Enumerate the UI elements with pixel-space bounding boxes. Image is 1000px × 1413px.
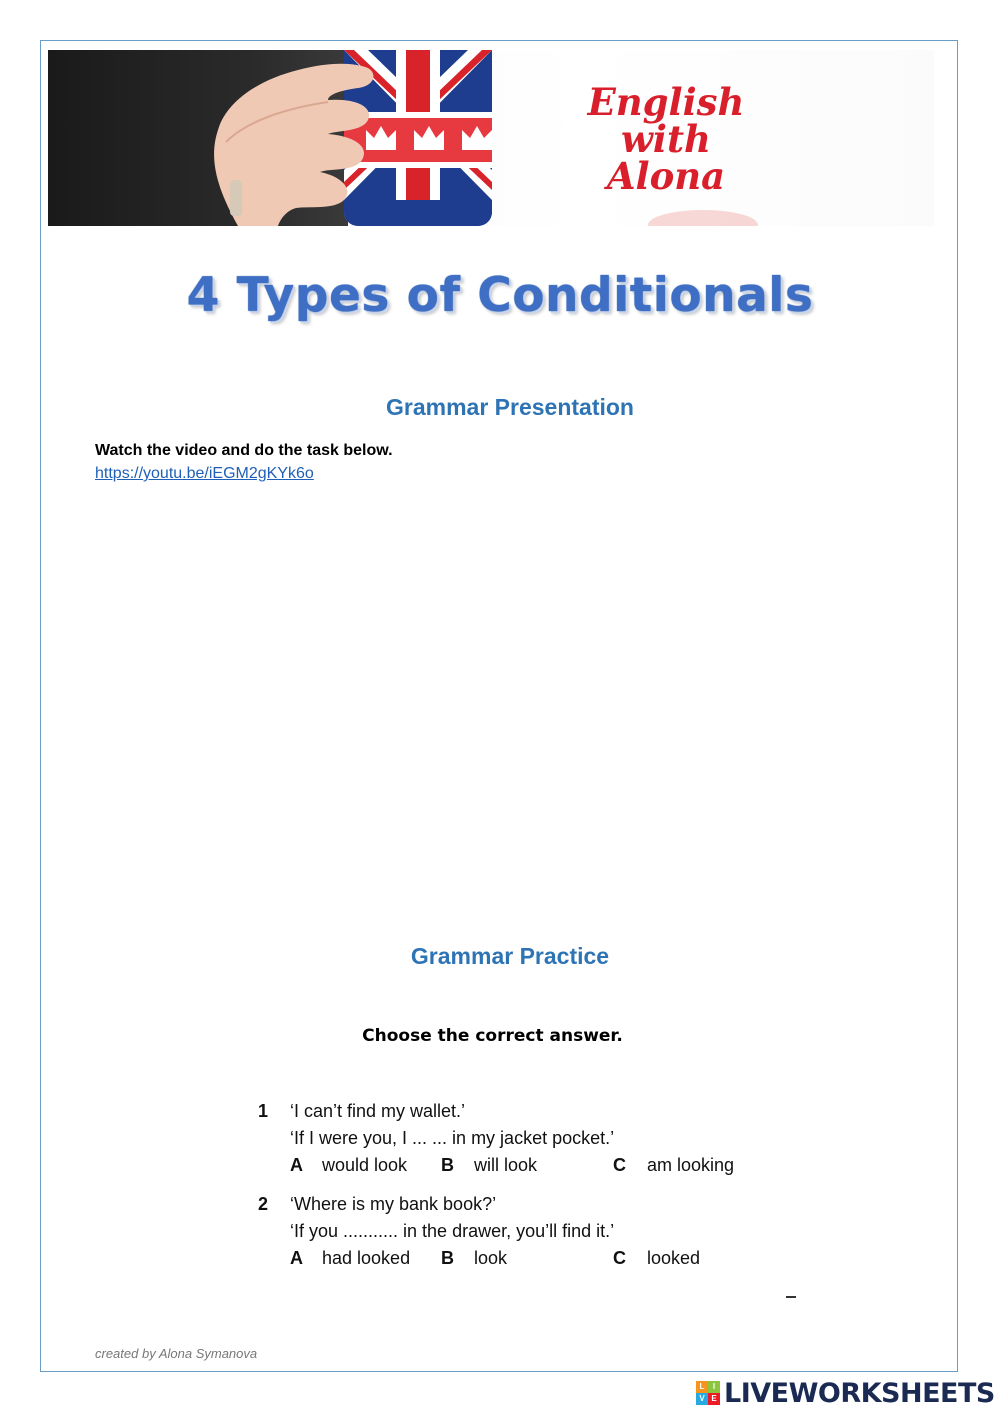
question-sentence: ‘If I were you, I ... ... in my jacket pocket.’: [290, 1128, 615, 1148]
grammar-practice-heading: Grammar Practice: [410, 943, 610, 969]
option-c-letter: C: [613, 1155, 626, 1175]
option-b[interactable]: look: [474, 1248, 508, 1268]
question-prompt: ‘Where is my bank book?’: [290, 1194, 497, 1214]
option-b[interactable]: will look: [474, 1155, 538, 1175]
option-c-letter: C: [613, 1248, 626, 1268]
option-a-letter: A: [290, 1155, 303, 1175]
question-number: 1: [258, 1101, 269, 1121]
task-instruction: Choose the correct answer.: [362, 1026, 623, 1046]
header-banner: [48, 50, 934, 226]
liveworksheets-icon: L I V E: [696, 1381, 720, 1405]
brand-line-english: English: [587, 80, 745, 124]
liveworksheets-wordmark: LIVEWORKSHEETS: [724, 1378, 995, 1409]
stray-mark: [786, 1296, 796, 1298]
youtube-video-link[interactable]: https://youtu.be/iEGM2gKYk6o: [95, 465, 314, 482]
question-sentence: ‘If you ........... in the drawer, you’ll find it.’: [290, 1221, 615, 1241]
banner-brand-text: [546, 80, 786, 198]
option-b-letter: B: [441, 1155, 454, 1175]
option-c[interactable]: am looking: [647, 1155, 735, 1175]
hand-image: [178, 50, 388, 226]
option-a[interactable]: would look: [322, 1155, 408, 1175]
option-a-letter: A: [290, 1248, 303, 1268]
page-title: 4 Types of Conditionals: [186, 268, 814, 323]
brand-line-with: with: [621, 117, 711, 161]
question-prompt: ‘I can’t find my wallet.’: [290, 1101, 466, 1121]
grammar-presentation-heading: Grammar Presentation: [386, 394, 634, 420]
footer-credit: created by Alona Symanova: [95, 1346, 258, 1361]
banner-decoration: [648, 210, 758, 226]
option-a[interactable]: had looked: [322, 1248, 411, 1268]
video-instruction: Watch the video and do the task below.: [95, 442, 393, 459]
question-number: 2: [258, 1194, 269, 1214]
option-b-letter: B: [441, 1248, 454, 1268]
option-c[interactable]: looked: [647, 1248, 701, 1268]
brand-line-alona: Alona: [606, 154, 726, 198]
